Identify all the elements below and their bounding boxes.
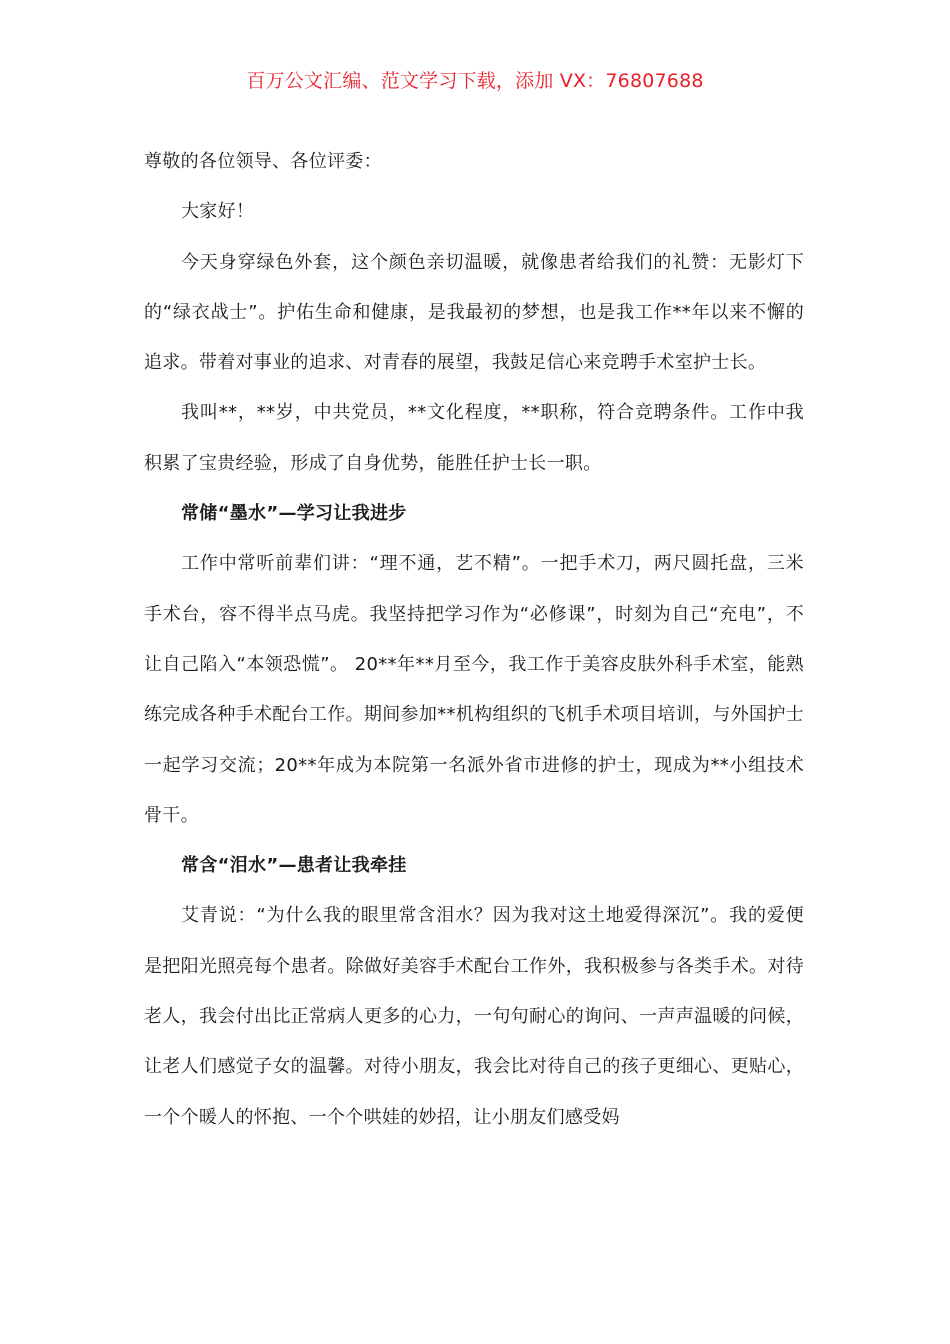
greeting: 大家好！ — [181, 201, 255, 223]
paragraph: 我叫**，**岁，中共党员，**文化程度，**职称，符合竞聘条件。工作中我积累了宝贵经验，形成了自身优势，能胜任护士长一职。 — [144, 402, 804, 474]
salutation: 尊敬的各位领导、各位评委： — [144, 151, 382, 172]
paragraph: 今天身穿绿色外套，这个颜色亲切温暖，就像患者给我们的礼赞：无影灯下的“绿衣战士”。护佑生命和健康，是我最初的梦想，也是我工作**年以来不懈的追求。带着对事业的追求、对青春的展望，我鼓足信心来竞聘手术室护士长。 — [144, 251, 804, 374]
paragraph: 艾青说：“为什么我的眼里常含泪水？因为我对这土地爱得深沉”。我的爱便是把阳光照亮每个患者。除做好美容手术配台工作外，我积极参与各类手术。对待老人，我会付出比正常病人更多的心力，一句句耐心的询问、一声声温暖的问候，让老人们感觉子女的温馨。对待小朋友，我会比对待自己的孩子更细心、更贴心，一个个暖人的怀抱、一个个哄娃的妙招，让小朋友们感受妈 — [144, 905, 804, 1128]
section-heading: 常储“墨水”—学习让我进步 — [181, 503, 407, 525]
section-heading: 常含“泪水”—患者让我牵挂 — [181, 855, 407, 877]
document-body — [144, 137, 804, 1143]
paragraph: 工作中常听前辈们讲：“理不通，艺不精”。一把手术刀，两尺圆托盘，三米手术台，容不得半点马虎。我坚持把学习作为“必修课”，时刻为自己“充电”，不让自己陷入“本领恐慌”。 20**年**月至今，我工作于美容皮肤外科手术室，能熟练完成各种手术配台工作。期间参加**机构组织的飞机手术项目培训，与外国护士一起学习交流；20**年成为本院第一名派外省市进修的护士，现成为**小组技术骨干。 — [144, 553, 804, 826]
header-banner: 百万公文汇编、范文学习下载，添加 VX：76807688 — [246, 70, 704, 92]
